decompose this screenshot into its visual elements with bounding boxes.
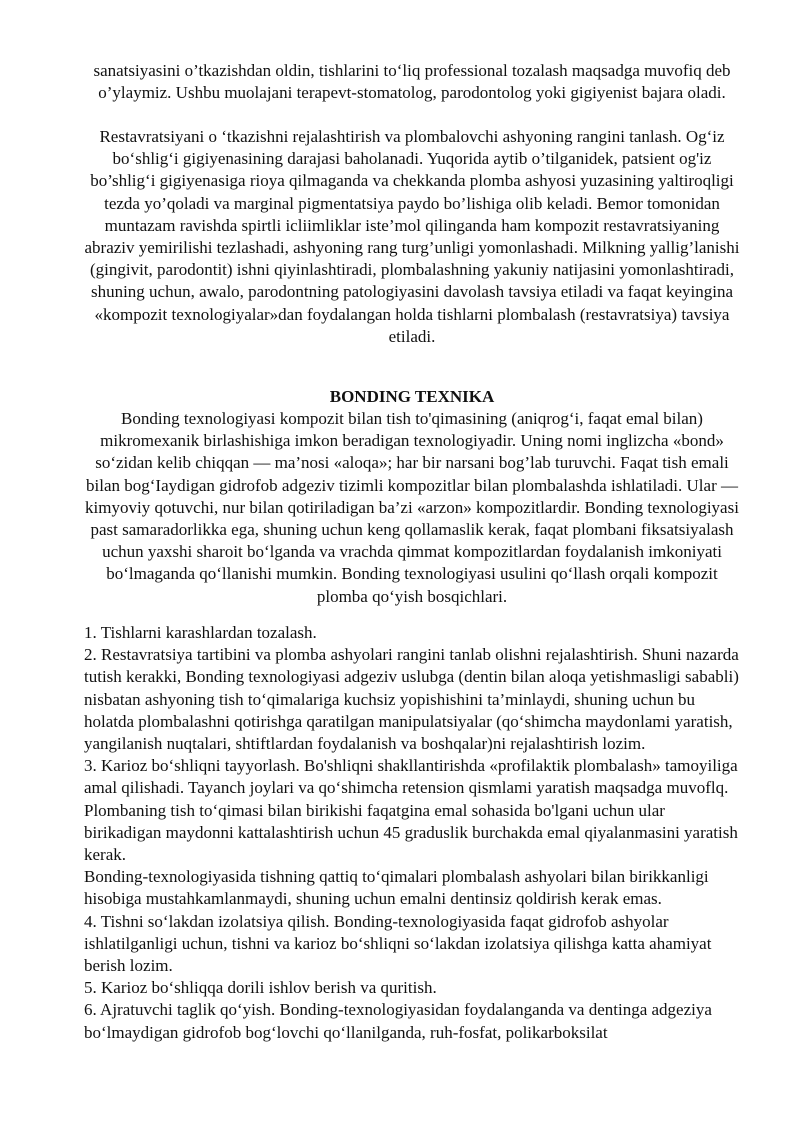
step-item: 3. Karioz bo‘shliqni tayyorlash. Bo'shliqni shakllantirishda «profilaktik plombalash» tamoyiliga amal qilishadi. Tayanch joylari va qo‘shimcha retension qismlami yaratish maqsadga muvoflq. Plombaning tish to‘qimasi bilan birikishi faqatgina emal sohasida bo'lgani uchun ular birikadigan maydonni kattalashtirish uchun 45 graduslik burchakda emal qiyalanmasini yaratish kerak. bbox=[84, 756, 738, 865]
step-item: 4. Tishni so‘lakdan izolatsiya qilish. Bonding-texnologiyasida faqat gidrofob ashyolar ishlatilganligi uchun, tishni va karioz bo‘shliqni so‘lakdan izolatsiya qilishga katta ahamiyat berish lozim. bbox=[84, 911, 712, 976]
step-item: 6. Ajratuvchi taglik qo‘yish. Bonding-texnologiyasidan foydalanganda va dentinga adgeziya bo‘lmaydigan gidrofob bog‘lovchi qo‘llanilganda, ruh-fosfat, polikarboksilat bbox=[84, 1000, 712, 1042]
section-heading: BONDING TEXNIKA bbox=[329, 387, 495, 406]
restoration-paragraph: Restavratsiyani o ‘tkazishni rejalashtirish va plombalovchi ashyoning rangini tanlash. Og‘iz bo‘shlig‘i gigiyenasining darajasi baholanadi. Yuqorida aytib o’tilganidek, patsient og'iz bo’shlig‘i gigiyenasiga rioya qilmaganda va chekkanda plomba ashyosi yuzasining yaltiroqligi tezda yo’qoladi va marginal pigmentatsiya paydo bo’lishiga olib keladi. Bemor tomonidan muntazam ravishda spirtli icliimliklar iste’mol qilinganda ham kompozit restavratsiyaning abraziv yemirilishi tezlashadi, ashyoning rang turg’unligi yomonlashadi. Milkning yallig’lanishi (gingivit, parodontit) ishni qiyinlashtiradi, plombalashning yakuniy natijasini yomonlashtiradi, shuning uchun, awalo, parodontning patologiyasini davolash tavsiya etiladi va faqat keyingina «kompozit texnologiyalar»dan foydalangan holda tishlarni plombalash (restavratsiya) tavsiya etiladi. bbox=[84, 127, 740, 346]
step-item: 1. Tishlarni karashlardan tozalash. bbox=[84, 623, 317, 642]
step-item: 5. Karioz bo‘shliqqa dorili ishlov berish va quritish. bbox=[84, 978, 437, 998]
intro-paragraph: sanatsiyasini o’tkazishdan oldin, tishlarini to‘liq professional tozalash maqsadga muvofiq deb o’ylaymiz. Ushbu muolajani terapevt-stomatolog, parodontolog yoki gigiyenist bajara oladi. bbox=[93, 61, 731, 103]
step-item: Bonding-texnologiyasida tishning qattiq to‘qimalari plombalash ashyolari bilan birikkanligi hisobiga mustahkamlanmaydi, shuning uchun emalni dentinsiz qoldirish kerak emas. bbox=[84, 867, 709, 909]
step-item: 2. Restavratsiya tartibini va plomba ashyolari rangini tanlab olishni rejalashtirish. Shuni nazarda tutish kerakki, Bonding texnologiyasi adgeziv uslubga (dentin bilan aloqa yetishmasligi sababli) nisbatan ashyoning tish to‘qimalariga kuchsiz yopishishini ta’minlaydi, shuning uchun bu holatda plombalashni qotirishga qaratilgan manipulatsiyalar (qo‘shimcha maydonlami yaratish, yangilanish nuqtalari, shtiftlardan foydalanish va boshqalar)ni rejalashtirish lozim. bbox=[84, 645, 739, 754]
bonding-paragraph: Bonding texnologiyasi kompozit bilan tish to'qimasining (aniqrog‘i, faqat emal bilan) mikromexanik birlashishiga imkon beradigan texnologiyadir. Uning nomi inglizcha «bond» so‘zidan kelib chiqqan — ma’nosi «aloqa»; har bir narsani bog’lab turuvchi. Faqat tish emali bilan bog‘Iaydigan gidrofob adgeziv tizimli kompozitlar bilan plombalashda ishlatiladi. Ular — kimyoviy qotuvchi, nur bilan qotiriladigan ba’zi «arzon» kompozitlardir. Bonding texnologiyasi past samaradorlikka ega, shuning uchun keng qollamaslik kerak, faqat plombani fiksatsiyalash uchun yaxshi sharoit bo‘lganda va vrachda qimmat kompozitlardan foydalanish imkoniyati bo‘lmaganda qo‘llanishi mumkin. Bonding texnologiyasi usulini qo‘llash orqali kompozit plomba qo‘yish bosqichlari. bbox=[85, 409, 739, 606]
steps-list bbox=[84, 622, 744, 1044]
